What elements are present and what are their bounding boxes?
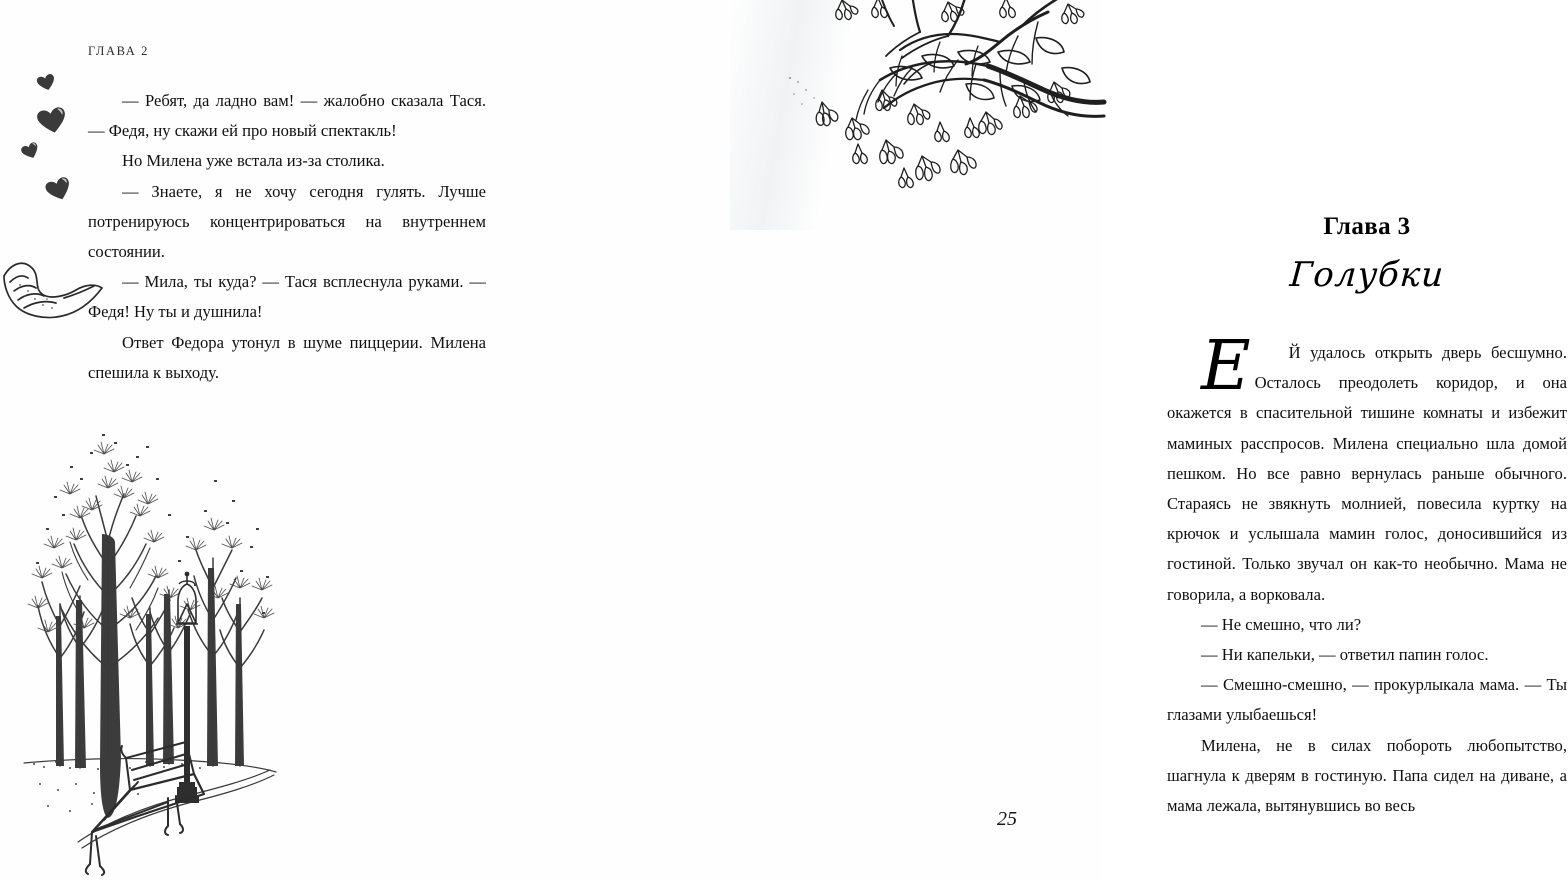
running-head-chapter-2: ГЛАВА 2	[88, 44, 149, 58]
left-page	[0, 0, 550, 880]
paragraph: — Смешно-смешно, — прокурлыкала мама. — Ты глазами улыбаешься!	[1167, 675, 1567, 725]
hearts-icon	[12, 60, 92, 220]
right-page-textblock	[1167, 327, 1567, 821]
left-page-textblock	[88, 86, 486, 388]
paragraph: — Ни капельки, — ответил папин голос.	[1201, 645, 1489, 665]
opening-paragraph	[1167, 327, 1567, 610]
page-number: 25	[997, 808, 1017, 830]
opening-paragraph-text: Й удалось открыть дверь бесшумно. Осталось преодолеть коридор, и она окажется в спасительной тишине комнаты и избежит маминых расспросов. Милена специально шла домой пешком. Но все равно вернулась раньше обычного. Стараясь не звякнуть молнией, повесила куртку на крючок и услышала мамин голос, доносившийся из гостиной. Только звучал он как-то необычно. Мама не говорила, а ворковала.	[1167, 343, 1567, 604]
paragraph: — Знаете, я не хочу сегодня гулять. Лучше потренируюсь концентрироваться на внутреннем состоянии.	[88, 181, 486, 262]
paragraph: — Не смешно, что ли?	[1201, 614, 1362, 634]
paragraph: Ответ Федора утонул в шуме пиццерии. Милена спешила к выходу.	[88, 332, 486, 382]
paragraph: Но Милена уже встала из-за столика.	[122, 151, 385, 171]
paragraph: — Мила, ты куда? — Тася всплеснула руками. — Федя! Ну ты и душнила!	[88, 272, 486, 322]
paragraph: — Ребят, да ладно вам! — жалобно сказала Тася. — Федя, ну скажи ей про новый спектакль!	[88, 91, 486, 141]
paragraph: Милена, не в силах побороть любопытство, шагнула к дверям в гостиную. Папа сидел на диване, а мама лежала, вытянувшись во весь	[1167, 735, 1567, 816]
chapter-title: Голубки	[1288, 255, 1446, 295]
right-page	[550, 0, 1567, 880]
lamppost-icon	[175, 572, 199, 803]
chapter-number: Глава 3	[1323, 213, 1411, 240]
hearts-ornament	[12, 60, 92, 220]
drop-cap: Е	[1201, 327, 1251, 406]
